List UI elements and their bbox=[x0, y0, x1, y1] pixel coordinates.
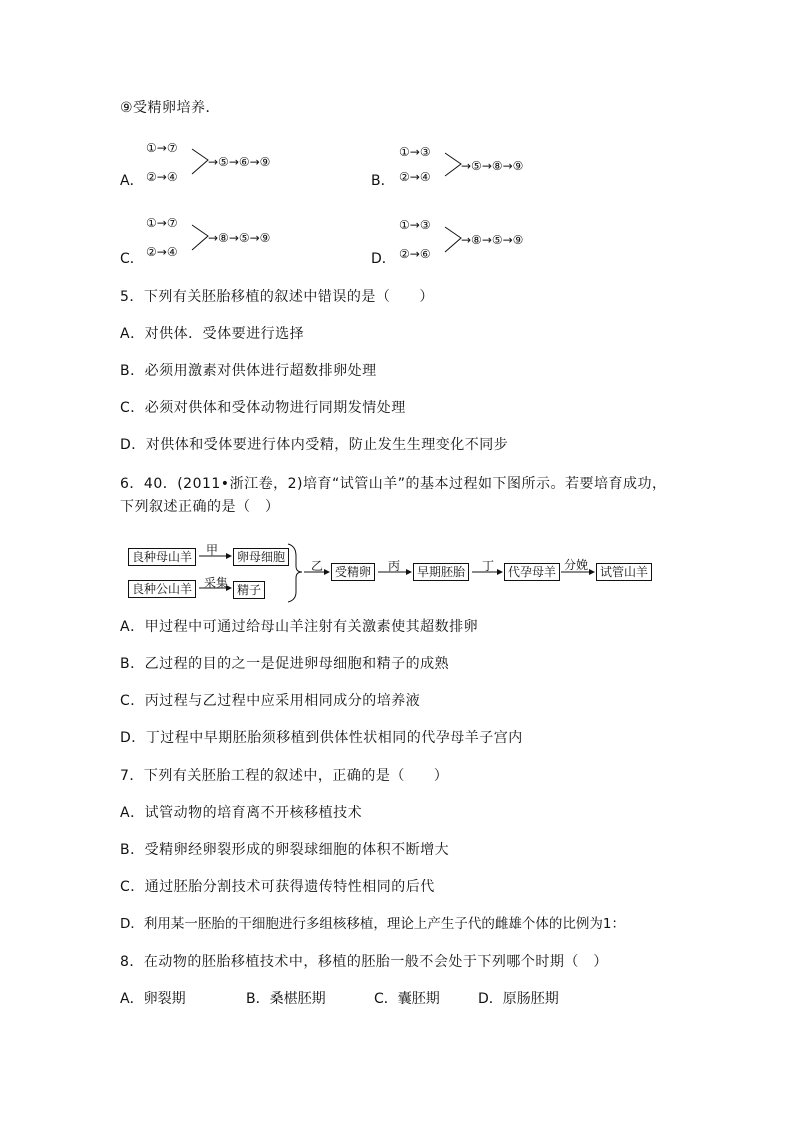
q4-tail-item: ⑨受精卵培养． bbox=[120, 100, 221, 116]
label-caiji: 采集 bbox=[204, 576, 229, 590]
option-label: D． bbox=[371, 251, 396, 267]
q8-option-a: A．卵裂期 bbox=[120, 991, 186, 1007]
flow-arrows bbox=[120, 540, 660, 605]
box-early-embryo: 早期胚胎 bbox=[413, 563, 469, 581]
q7-option-a: A．试管动物的培育离不开核移植技术 bbox=[120, 805, 363, 821]
q8-option-c: C．囊胚期 bbox=[374, 991, 440, 1007]
box-sperm: 精子 bbox=[233, 581, 265, 599]
seq-right: →⑧→⑤→⑨ bbox=[461, 233, 524, 247]
q7-stem: 7．下列有关胚胎工程的叙述中，正确的是（ ） bbox=[120, 768, 449, 784]
seq-right: →⑤→⑥→⑨ bbox=[208, 155, 271, 169]
q6-stem-line1: 6．40．(2011•浙江卷，2)培育“试管山羊”的基本过程如下图所示。若要培育成功， bbox=[120, 476, 667, 492]
label-jia: 甲 bbox=[206, 543, 219, 557]
q7-option-d: D．利用某一胚胎的干细胞进行多组核移植，理论上产生子代的雌雄个体的比例为1： bbox=[120, 916, 625, 932]
option-label: A． bbox=[120, 173, 144, 189]
seq-top: ①→③ bbox=[399, 218, 431, 232]
seq-right: →⑤→⑧→⑨ bbox=[461, 159, 524, 173]
seq-bottom: ②→④ bbox=[146, 245, 178, 259]
q6-option-b: B．乙过程的目的之一是促进卵母细胞和精子的成熟 bbox=[120, 656, 450, 672]
seq-right: →⑧→⑤→⑨ bbox=[208, 231, 271, 245]
seq-top: ①→⑦ bbox=[146, 216, 178, 230]
q6-option-a: A．甲过程中可通过给母山羊注射有关激素使其超数排卵 bbox=[120, 619, 479, 635]
q7-option-c: C．通过胚胎分割技术可获得遗传特性相同的后代 bbox=[120, 879, 435, 895]
box-ewe: 良种母山羊 bbox=[128, 548, 196, 566]
option-label: C． bbox=[120, 251, 144, 267]
seq-top: ①→⑦ bbox=[146, 141, 178, 155]
q7-option-b: B．受精卵经卵裂形成的卵裂球细胞的体积不断增大 bbox=[120, 842, 450, 858]
option-label: B． bbox=[371, 173, 395, 189]
q5-option-a: A．对供体．受体要进行选择 bbox=[120, 326, 305, 342]
box-oocyte: 卵母细胞 bbox=[233, 548, 289, 566]
q6-stem-line2: 下列叙述正确的是（ ） bbox=[120, 499, 280, 515]
label-yi: 乙 bbox=[311, 559, 324, 573]
q8-stem: 8．在动物的胚胎移植技术中，移植的胚胎一般不会处于下列哪个时期（ ） bbox=[120, 954, 608, 970]
label-fenmian: 分娩 bbox=[564, 558, 589, 572]
label-ding: 丁 bbox=[482, 559, 495, 573]
seq-bottom: ②→④ bbox=[399, 170, 431, 184]
q5-option-c: C．必须对供体和受体动物进行同期发情处理 bbox=[120, 400, 406, 416]
q6-option-d: D．丁过程中早期胚胎须移植到供体性状相同的代孕母羊子宫内 bbox=[120, 730, 523, 746]
box-zygote: 受精卵 bbox=[331, 563, 375, 581]
box-test-tube-goat: 试管山羊 bbox=[596, 563, 652, 581]
label-bing: 丙 bbox=[388, 559, 401, 573]
seq-bottom: ②→⑥ bbox=[399, 247, 431, 261]
box-surrogate: 代孕母羊 bbox=[504, 563, 560, 581]
q8-option-d: D．原肠胚期 bbox=[478, 991, 559, 1007]
seq-bottom: ②→④ bbox=[146, 170, 178, 184]
q6-option-c: C．丙过程与乙过程中应采用相同成分的培养液 bbox=[120, 693, 421, 709]
q5-option-d: D．对供体和受体要进行体内受精，防止发生生理变化不同步 bbox=[120, 437, 509, 453]
seq-top: ①→③ bbox=[399, 145, 431, 159]
box-ram: 良种公山羊 bbox=[128, 580, 196, 598]
q5-option-b: B．必须用激素对供体进行超数排卵处理 bbox=[120, 363, 377, 379]
q8-option-b: B．桑椹胚期 bbox=[246, 991, 326, 1007]
q5-stem: 5．下列有关胚胎移植的叙述中错误的是（ ） bbox=[120, 289, 434, 305]
